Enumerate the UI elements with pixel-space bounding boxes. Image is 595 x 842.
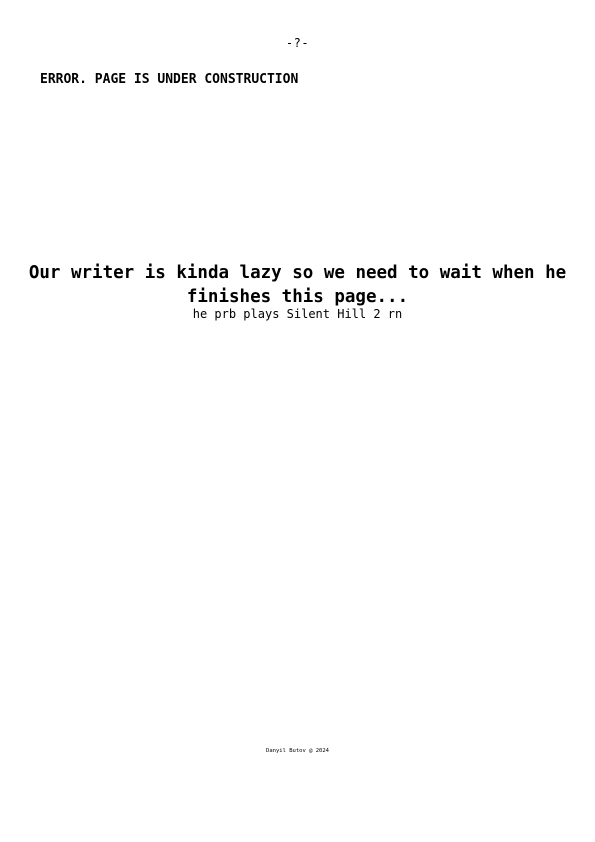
footer-credit: Danyil Butov @ 2024	[266, 748, 329, 754]
sub-message: he prb plays Silent Hill 2 rn	[192, 307, 403, 321]
main-message: Our writer is kinda lazy so we need to wait when he finishes this page...	[28, 263, 567, 307]
error-heading: ERROR. PAGE IS UNDER CONSTRUCTION	[40, 72, 299, 87]
page-number: -?-	[285, 36, 310, 50]
